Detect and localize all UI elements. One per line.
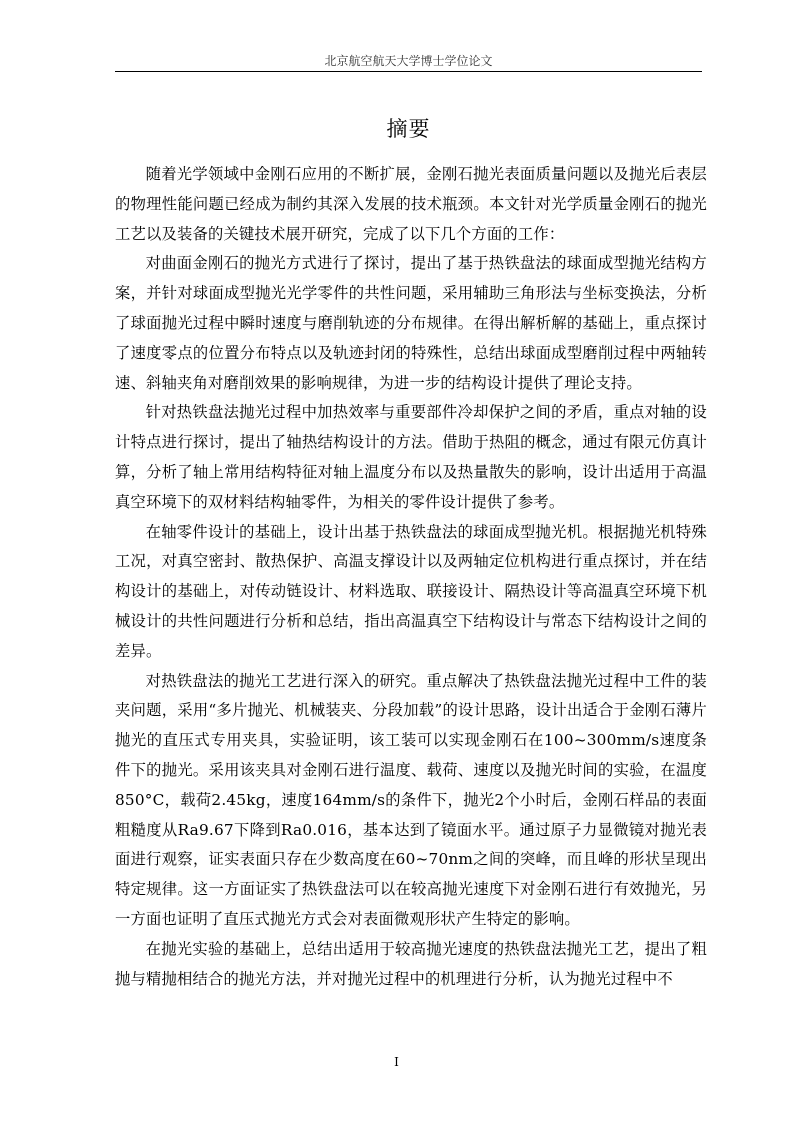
paragraph: 在轴零件设计的基础上，设计出基于热铁盘法的球面成型抛光机。根据抛光机特殊工况，对真空密封、散热保护、高温支撑设计以及两轴定位机构进行重点探讨，并在结构设计的基础上，对传动链设计、材料选取、联接设计、隔热设计等高温真空环境下机械设计的共性问题进行分析和总结，指出高温真空下结构设计与常态下结构设计之间的差异。 <box>115 522 707 660</box>
paragraph: 对曲面金刚石的抛光方式进行了探讨，提出了基于热铁盘法的球面成型抛光结构方案，并针对球面成型抛光光学零件的共性问题，采用辅助三角形法与坐标变换法，分析了球面抛光过程中瞬时速度与磨削轨迹的分布规律。在得出解析解的基础上，重点探讨了速度零点的位置分布特点以及轨迹封闭的特殊性，总结出球面成型磨削过程中两轴转速、斜轴夹角对磨削效果的影响规律，为进一步的结构设计提供了理论支持。 <box>115 254 707 392</box>
page-title: 摘要 <box>386 117 431 141</box>
paragraph: 随着光学领域中金刚石应用的不断扩展，金刚石抛光表面质量问题以及抛光后表层的物理性能问题已经成为制约其深入发展的技术瓶颈。本文针对光学质量金刚石的抛光工艺以及装备的关键技术展开研究，完成了以下几个方面的工作： <box>115 165 707 243</box>
paragraph: 针对热铁盘法抛光过程中加热效率与重要部件冷却保护之间的矛盾，重点对轴的设计特点进行探讨，提出了轴热结构设计的方法。借助于热阻的概念，通过有限元仿真计算，分析了轴上常用结构特征对轴上温度分布以及热量散失的影响，设计出适用于高温真空环境下的双材料结构轴零件，为相关的零件设计提供了参考。 <box>115 403 707 511</box>
paragraph: 在抛光实验的基础上，总结出适用于较高抛光速度的热铁盘法抛光工艺，提出了粗抛与精抛相结合的抛光方法，并对抛光过程中的机理进行分析，认为抛光过程中不 <box>115 939 707 988</box>
paragraph: 对热铁盘法的抛光工艺进行深入的研究。重点解决了热铁盘法抛光过程中工件的装夹问题，采用“多片抛光、机械装夹、分段加载”的设计思路，设计出适合于金刚石薄片抛光的直压式专用夹具，实验证明，该工装可以实现金刚石在100~300mm/s速度条件下的抛光。采用该夹具对金刚石进行温度、载荷、速度以及抛光时间的实验，在温度850°C，载荷2.45kg，速度164mm/s的条件下，抛光2个小时后，金刚石样品的表面粗糙度从Ra9.67下降到Ra0.016，基本达到了镜面水平。通过原子力显微镜对抛光表面进行观察，证实表面只存在少数高度在60~70nm之间的突峰，而且峰的形状呈现出特定规律。这一方面证实了热铁盘法可以在较高抛光速度下对金刚石进行有效抛光，另一方面也证明了直压式抛光方式会对表面微观形状产生特定的影响。 <box>115 671 707 928</box>
page-number: I <box>394 1055 399 1069</box>
abstract-body <box>115 160 707 994</box>
header-divider <box>115 71 702 72</box>
running-header: 北京航空航天大学博士学位论文 <box>324 54 493 68</box>
